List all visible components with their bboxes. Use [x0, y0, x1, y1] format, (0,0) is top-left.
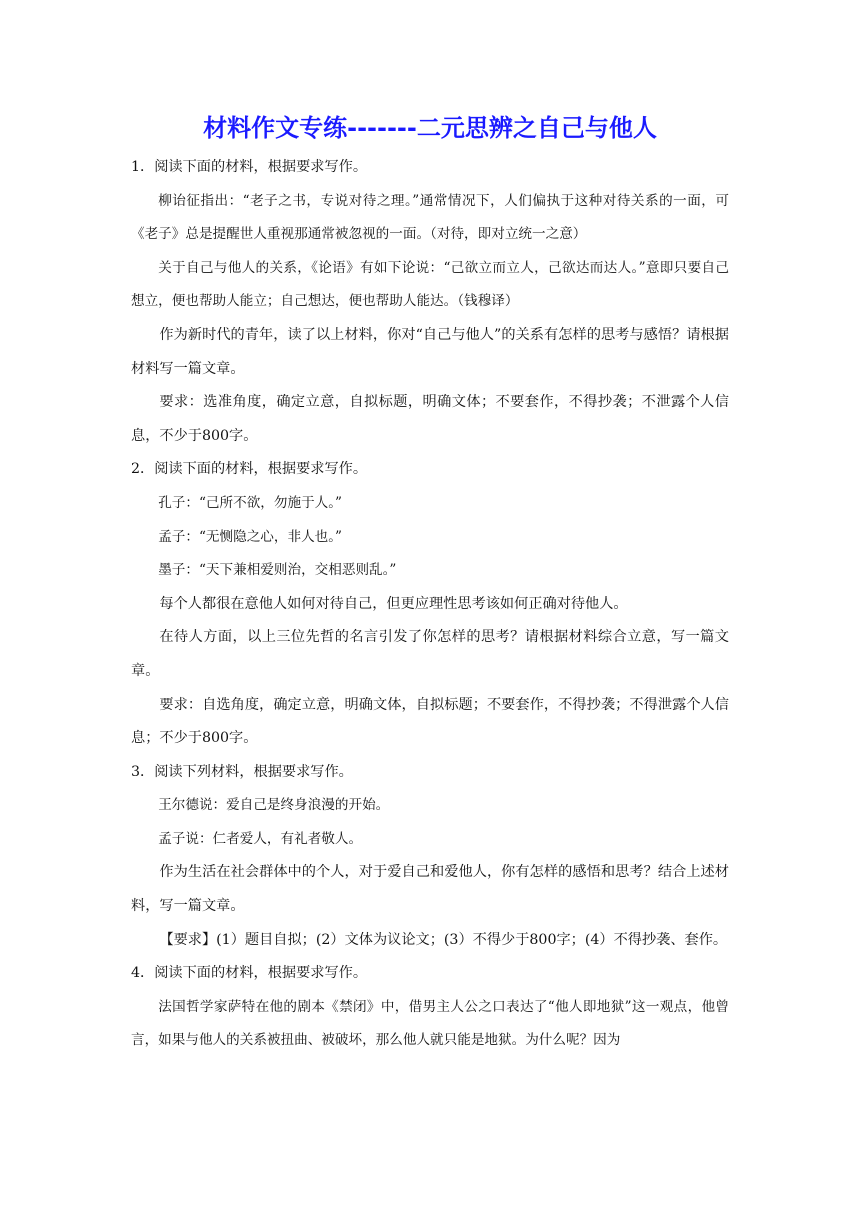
document-body — [131, 151, 729, 1058]
question-2-heading: 2．阅读下面的材料，根据要求写作。 — [131, 461, 368, 478]
question-3-quote-mencius: 孟子说：仁者爱人，有礼者敬人。 — [158, 830, 363, 847]
question-3-prompt: 作为生活在社会群体中的个人，对于爱自己和爱他人，你有怎样的感悟和思考？结合上述材料，写一篇文章。 — [131, 864, 729, 915]
question-1-heading: 1．阅读下面的材料，根据要求写作。 — [131, 159, 368, 175]
question-4-heading: 4．阅读下面的材料，根据要求写作。 — [131, 965, 368, 982]
question-2-prompt: 在待人方面，以上三位先哲的名言引发了你怎样的思考？请根据材料综合立意，写一篇文章。 — [131, 629, 729, 679]
question-2-quote-confucius: 孔子：“己所不欲，勿施于人。” — [158, 494, 343, 511]
question-2-quote-mencius: 孟子：“无恻隐之心，非人也。” — [158, 528, 343, 545]
question-3-requirements: 【要求】(1）题目自拟；(2）文体为议论文；(3）不得少于800字；(4）不得抄袭、套作。 — [159, 931, 728, 948]
question-2-quote-mozi: 墨子：“天下兼相爱则治，交相恶则乱。” — [158, 562, 397, 579]
question-1-requirements: 要求：选准角度，确定立意，自拟标题，明确文体；不要套作，不得抄袭；不泄露个人信息，不少于800字。 — [131, 394, 729, 444]
question-1-prompt: 作为新时代的青年，读了以上材料，你对“自己与他人”的关系有怎样的思考与感悟？请根据材料写一篇文章。 — [131, 326, 729, 377]
question-4-material-1: 法国哲学家萨特在他的剧本《禁闭》中，借男主人公之口表达了“他人即地狱”这一观点，他曾言，如果与他人的关系被扭曲、被破坏，那么他人就只能是地狱。为什么呢？因为 — [131, 998, 729, 1049]
question-2-requirements: 要求：自选角度，确定立意，明确文体，自拟标题；不要套作，不得抄袭；不得泄露个人信息；不少于800字。 — [131, 696, 729, 747]
question-2-statement: 每个人都很在意他人如何对待自己，但更应理性思考该如何正确对待他人。 — [159, 595, 628, 612]
question-3-heading: 3．阅读下列材料，根据要求写作。 — [131, 763, 353, 780]
question-3-quote-wilde: 王尔德说：爱自己是终身浪漫的开始。 — [158, 797, 390, 814]
question-1-material-2: 关于自己与他人的关系，《论语》有如下论说：“己欲立而立人，己欲达而达人。”意即只要自己想立，便也帮助人能立；自己想达，便也帮助人能达。（钱穆译） — [131, 259, 729, 310]
question-1-material-1: 柳诒征指出：“老子之书，专说对待之理。”通常情况下，人们偏执于这种对待关系的一面，可《老子》总是提醒世人重视那通常被忽视的一面。（对待，即对立统一之意） — [131, 192, 729, 243]
document-title: 材料作文专练-------二元思辨之自己与他人 — [203, 114, 657, 142]
